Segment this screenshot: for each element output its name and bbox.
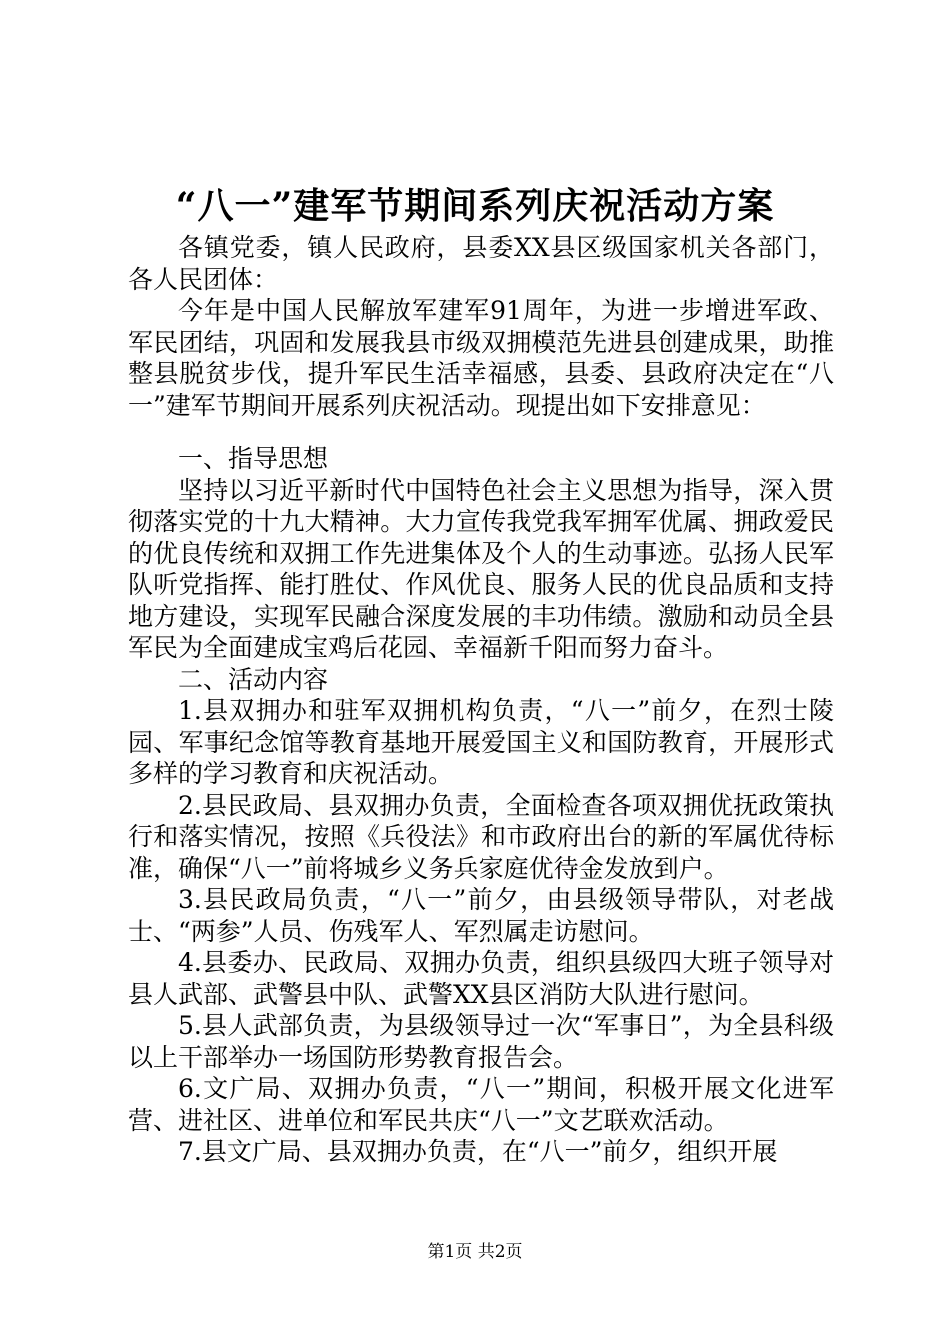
document-title: “八一”建军节期间系列庆祝活动方案	[175, 185, 775, 227]
guiding-ideology-paragraph: 坚持以习近平新时代中国特色社会主义思想为指导，深入贯彻落实党的十九大精神。大力宣传我党我军拥军优属、拥政爱民的优良传统和双拥工作先进集体及个人的生动事迹。弘扬人民军队听党指挥、能打胜仗、作风优良、服务人民的优良品质和支持地方建设，实现军民融合深度发展的丰功伟绩。激励和动员全县军民为全面建成宝鸡后花园、幸福新千阳而努力奋斗。	[128, 475, 834, 662]
intro-paragraph: 今年是中国人民解放军建军91周年，为进一步增进军政、军民团结，巩固和发展我县市级双拥模范先进县创建成果，助推整县脱贫步伐，提升军民生活幸福感，县委、县政府决定在“八一”建军节期间开展系列庆祝活动。现提出如下安排意见：	[128, 296, 834, 420]
activity-item-1: 1.县双拥办和驻军双拥机构负责，“八一”前夕，在烈士陵园、军事纪念馆等教育基地开展爱国主义和国防教育，开展形式多样的学习教育和庆祝活动。	[128, 696, 834, 788]
document-body	[128, 232, 834, 1168]
salutation-paragraph: 各镇党委，镇人民政府，县委XX县区级国家机关各部门，各人民团体：	[128, 233, 834, 294]
activity-item-5: 5.县人武部负责，为县级领导过一次“军事日”，为全县科级以上干部举办一场国防形势教育报告会。	[128, 1011, 834, 1072]
activity-item-4: 4.县委办、民政局、双拥办负责，组织县级四大班子领导对县人武部、武警县中队、武警XX县区消防大队进行慰问。	[128, 948, 834, 1009]
activity-item-7: 7.县文广局、县双拥办负责，在“八一”前夕，组织开展	[178, 1137, 778, 1166]
section-heading-activities: 二、活动内容	[178, 664, 329, 694]
activity-item-6: 6.文广局、双拥办负责，“八一”期间，积极开展文化进军营、进社区、进单位和军民共庆“八一”文艺联欢活动。	[128, 1074, 834, 1135]
activity-item-3: 3.县民政局负责，“八一”前夕，由县级领导带队，对老战士、“两参”人员、伤残军人、军烈属走访慰问。	[128, 885, 834, 946]
activity-item-2: 2.县民政局、县双拥办负责，全面检查各项双拥优抚政策执行和落实情况，按照《兵役法》和市政府出台的新的军属优待标准，确保“八一”前将城乡义务兵家庭优待金发放到户。	[128, 790, 834, 883]
section-heading-guiding-ideology: 一、指导思想	[178, 444, 329, 473]
page-number-footer: 第1页 共2页	[427, 1242, 523, 1262]
